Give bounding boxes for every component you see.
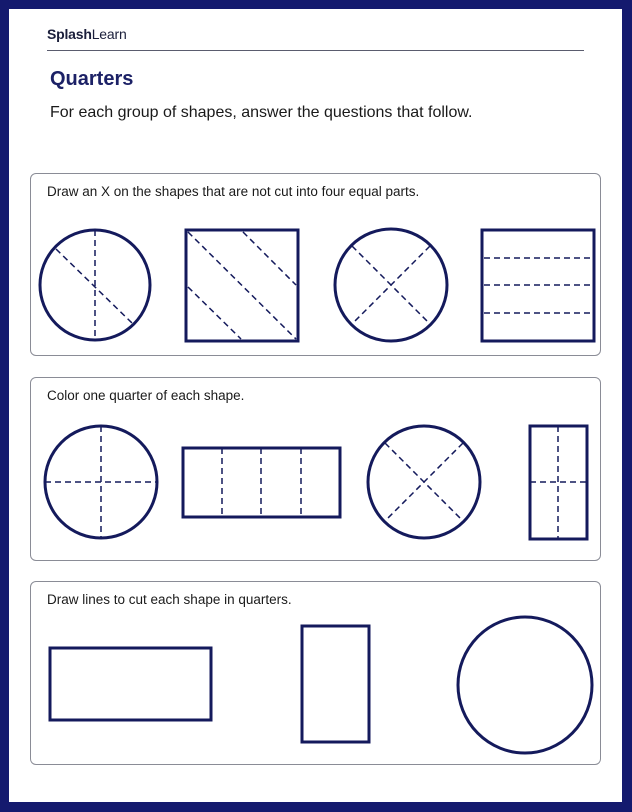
worksheet-title: Quarters [50, 68, 134, 90]
shape-rectangle-tall[interactable] [302, 626, 369, 742]
worksheet-subtitle: For each group of shapes, answer the questions that follow. [50, 104, 473, 121]
worksheet-page [9, 9, 622, 802]
section-shapes[interactable] [31, 582, 602, 766]
shape-circle[interactable] [458, 617, 592, 753]
brand-logo-regular: Learn [91, 26, 127, 42]
brand-logo-bold: Splash [47, 26, 92, 42]
section-shapes [31, 174, 602, 357]
header-divider [47, 50, 584, 51]
section-shapes[interactable] [31, 378, 602, 562]
shape-rectangle-wide[interactable] [50, 648, 211, 720]
brand-logo [47, 26, 127, 42]
section-instruction: Draw an X on the shapes that are not cut into four equal parts. [47, 184, 420, 199]
section-color-quarter [30, 377, 601, 561]
section-identify-quarters [30, 173, 601, 356]
section-instruction: Draw lines to cut each shape in quarters. [47, 592, 292, 607]
section-instruction: Color one quarter of each shape. [47, 388, 245, 403]
section-draw-quarters [30, 581, 601, 765]
shape-rectangle-quarters[interactable] [530, 426, 587, 539]
